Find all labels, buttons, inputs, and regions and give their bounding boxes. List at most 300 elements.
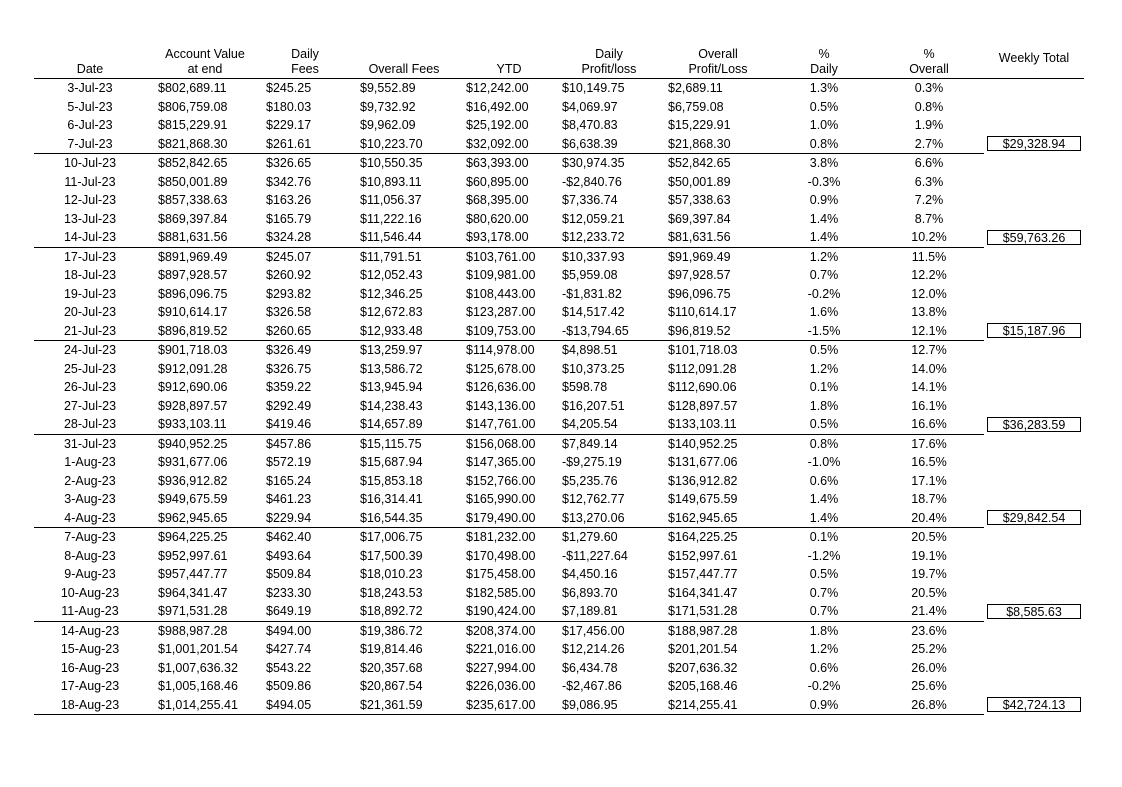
cell-ofee: $19,386.72 — [360, 623, 423, 638]
cell-pd: 1.4% — [809, 211, 839, 226]
cell-po: 6.6% — [914, 156, 944, 171]
cell-opl: $164,225.25 — [668, 530, 738, 545]
cell-dpl: $12,059.21 — [562, 211, 625, 226]
cell-opl: $162,945.65 — [662, 509, 774, 528]
cell-ofee: $13,259.97 — [360, 343, 423, 358]
cell-dfee: $326.49 — [266, 343, 312, 358]
cell-opl: $97,928.57 — [668, 268, 731, 283]
cell-po: 16.5% — [911, 455, 947, 470]
cell-weekly-total — [984, 640, 1084, 659]
cell-ytd: $63,393.00 — [466, 156, 529, 171]
cell-opl: $110,614.17 — [668, 305, 737, 320]
cell-po: 17.1% — [911, 473, 947, 488]
cell-acct: $850,001.89 — [158, 174, 228, 189]
cell-opl: $52,842.65 — [668, 156, 731, 171]
cell-pd: 1.8% — [809, 398, 839, 413]
header-overall-fees: Overall Fees — [346, 42, 462, 79]
cell-weekly-total — [984, 565, 1084, 584]
cell-ofee: $9,732.92 — [360, 99, 416, 114]
cell-ofee: $18,010.23 — [360, 567, 423, 582]
cell-opl: $205,168.46 — [668, 679, 738, 694]
cell-pd: 3.8% — [809, 156, 839, 171]
table-row — [34, 360, 1084, 379]
cell-dpl: $4,069.97 — [562, 99, 618, 114]
cell-pd: -0.2% — [807, 679, 841, 694]
cell-dpl: $10,149.75 — [562, 81, 625, 96]
table-row — [34, 696, 1084, 715]
cell-dpl: $30,974.35 — [562, 156, 625, 171]
header-overall-pl: Overall Profit/Loss — [662, 42, 774, 79]
cell-opl: $57,338.63 — [668, 193, 731, 208]
cell-date: 17-Aug-23 — [60, 679, 120, 694]
cell-dpl: $8,470.83 — [562, 118, 618, 133]
table-row — [34, 528, 1084, 547]
cell-po: 23.6% — [911, 623, 947, 638]
cell-po: 25.2% — [911, 642, 947, 657]
cell-opl: $164,341.47 — [668, 585, 738, 600]
cell-po: 2.7% — [874, 135, 984, 154]
cell-po: 6.3% — [914, 174, 944, 189]
cell-opl: $188,987.28 — [668, 623, 738, 638]
cell-ofee: $18,892.72 — [346, 602, 462, 621]
cell-opl: $112,690.06 — [668, 380, 737, 395]
cell-ofee: $15,115.75 — [360, 436, 422, 451]
cell-opl: $81,631.56 — [662, 228, 774, 247]
cell-ofee: $11,791.51 — [360, 249, 422, 264]
table-row — [34, 659, 1084, 678]
cell-ytd: $208,374.00 — [466, 623, 536, 638]
cell-dpl: $6,434.78 — [562, 660, 618, 675]
cell-po: 12.7% — [911, 343, 947, 358]
cell-pd: 1.2% — [809, 361, 839, 376]
cell-dfee: $462.40 — [266, 530, 312, 545]
cell-po: 14.1% — [911, 380, 947, 395]
cell-ofee: $9,962.09 — [360, 118, 416, 133]
cell-dfee: $292.49 — [266, 398, 312, 413]
cell-acct: $940,952.25 — [158, 436, 228, 451]
cell-acct: $962,945.65 — [146, 509, 264, 528]
cell-acct: $964,341.47 — [158, 585, 228, 600]
cell-weekly-total — [984, 397, 1084, 416]
cell-ytd: $221,016.00 — [466, 642, 536, 657]
cell-weekly-total — [984, 415, 1084, 434]
cell-acct: $896,819.52 — [146, 322, 264, 341]
cell-po: 0.8% — [914, 99, 944, 114]
cell-ytd: $12,242.00 — [466, 81, 529, 96]
cell-ofee: $9,552.89 — [360, 81, 416, 96]
weekly-total-box: $29,842.54 — [987, 510, 1081, 525]
cell-date: 18-Jul-23 — [63, 268, 117, 283]
cell-weekly-total — [984, 303, 1084, 322]
header-ytd: YTD — [462, 42, 556, 79]
cell-opl: $15,229.91 — [668, 118, 731, 133]
cell-dfee: $342.76 — [266, 174, 312, 189]
cell-acct: $1,001,201.54 — [158, 642, 238, 657]
table-row — [34, 602, 1084, 621]
cell-dfee: $494.00 — [266, 623, 312, 638]
cell-opl: $157,447.77 — [668, 567, 738, 582]
table-row — [34, 397, 1084, 416]
cell-weekly-total — [984, 434, 1084, 453]
cell-pd: 1.4% — [774, 509, 874, 528]
cell-weekly-total — [984, 191, 1084, 210]
cell-acct: $912,091.28 — [158, 361, 228, 376]
cell-ofee: $14,657.89 — [346, 415, 462, 434]
cell-weekly-total — [984, 621, 1084, 640]
cell-po: 14.0% — [911, 361, 947, 376]
cell-opl: $21,868.30 — [662, 135, 774, 154]
cell-ofee: $10,893.11 — [360, 174, 422, 189]
header-pct-overall: % Overall — [874, 42, 984, 79]
header-daily-fees: Daily Fees — [264, 42, 346, 79]
header-daily-pl: Daily Profit/loss — [556, 42, 662, 79]
cell-po: 13.8% — [911, 305, 947, 320]
cell-weekly-total — [984, 285, 1084, 304]
cell-weekly-total — [984, 228, 1084, 247]
cell-ytd: $235,617.00 — [462, 696, 556, 715]
cell-ofee: $10,550.35 — [360, 156, 423, 171]
cell-po: 19.7% — [911, 567, 947, 582]
cell-acct: $933,103.11 — [146, 415, 264, 434]
cell-date: 6-Jul-23 — [67, 118, 113, 133]
cell-ytd: $93,178.00 — [462, 228, 556, 247]
cell-dfee: $494.05 — [264, 696, 346, 715]
cell-dfee: $326.75 — [266, 361, 312, 376]
cell-po: 7.2% — [914, 193, 944, 208]
weekly-total-box: $15,187.96 — [987, 323, 1081, 338]
cell-dfee: $163.26 — [266, 193, 312, 208]
table-row — [34, 565, 1084, 584]
table-row — [34, 191, 1084, 210]
cell-opl: $149,675.59 — [668, 492, 738, 507]
cell-ofee: $15,687.94 — [360, 455, 423, 470]
cell-date: 11-Jul-23 — [64, 174, 116, 189]
table-row — [34, 98, 1084, 117]
table-row — [34, 247, 1084, 266]
cell-po: 16.1% — [911, 398, 947, 413]
cell-ytd: $147,365.00 — [466, 455, 536, 470]
cell-weekly-total — [984, 378, 1084, 397]
cell-po: 17.6% — [911, 436, 947, 451]
cell-ofee: $17,500.39 — [360, 548, 423, 563]
cell-weekly-total — [984, 677, 1084, 696]
cell-dfee: $229.17 — [266, 118, 312, 133]
cell-acct: $901,718.03 — [158, 343, 228, 358]
header-row — [34, 42, 1084, 79]
cell-dfee: $233.30 — [266, 585, 312, 600]
cell-acct: $936,912.82 — [158, 473, 228, 488]
cell-dfee: $229.94 — [264, 509, 346, 528]
cell-dfee: $260.65 — [264, 322, 346, 341]
cell-ytd: $108,443.00 — [466, 286, 536, 301]
table-row — [34, 322, 1084, 341]
cell-dpl: $10,337.93 — [562, 249, 625, 264]
cell-weekly-total — [984, 135, 1084, 154]
table-row — [34, 677, 1084, 696]
cell-date: 13-Jul-23 — [63, 211, 117, 226]
table-row — [34, 79, 1084, 98]
cell-dpl: -$1,831.82 — [562, 286, 622, 301]
cell-po: 8.7% — [914, 211, 944, 226]
table-row — [34, 472, 1084, 491]
cell-date: 27-Jul-23 — [63, 398, 117, 413]
cell-pd: 0.5% — [809, 567, 839, 582]
cell-acct: $881,631.56 — [146, 228, 264, 247]
cell-dfee: $649.19 — [264, 602, 346, 621]
cell-acct: $806,759.08 — [158, 99, 228, 114]
cell-date: 5-Jul-23 — [67, 99, 113, 114]
cell-dpl: $12,214.26 — [562, 642, 625, 657]
weekly-total-box: $42,724.13 — [987, 697, 1081, 712]
cell-acct: $957,447.77 — [158, 567, 228, 582]
cell-ofee: $12,052.43 — [360, 268, 423, 283]
cell-dfee: $260.92 — [266, 268, 312, 283]
cell-dfee: $324.28 — [264, 228, 346, 247]
cell-weekly-total — [984, 266, 1084, 285]
cell-opl: $96,096.75 — [668, 286, 731, 301]
cell-dpl: $16,207.51 — [562, 398, 625, 413]
cell-pd: -1.2% — [807, 548, 841, 563]
cell-ytd: $109,753.00 — [462, 322, 556, 341]
cell-acct: $910,614.17 — [158, 305, 228, 320]
cell-po: 16.6% — [874, 415, 984, 434]
cell-date: 20-Jul-23 — [63, 305, 117, 320]
cell-pd: -1.0% — [807, 455, 841, 470]
cell-ytd: $182,585.00 — [466, 585, 536, 600]
cell-acct: $931,677.06 — [158, 455, 228, 470]
cell-date: 10-Aug-23 — [60, 585, 120, 600]
cell-pd: 1.2% — [809, 642, 839, 657]
cell-po: 18.7% — [911, 492, 947, 507]
cell-pd: 1.4% — [774, 228, 874, 247]
cell-weekly-total — [984, 154, 1084, 173]
table-row — [34, 584, 1084, 603]
cell-pd: 1.3% — [809, 81, 839, 96]
cell-weekly-total — [984, 602, 1084, 621]
table-row — [34, 640, 1084, 659]
cell-dfee: $293.82 — [266, 286, 312, 301]
cell-opl: $112,091.28 — [668, 361, 737, 376]
cell-pd: 0.6% — [809, 660, 839, 675]
cell-ytd: $114,978.00 — [466, 343, 535, 358]
cell-ofee: $12,933.48 — [346, 322, 462, 341]
cell-acct: $971,531.28 — [146, 602, 264, 621]
table-row — [34, 378, 1084, 397]
cell-dpl: $13,270.06 — [556, 509, 662, 528]
cell-date: 3-Jul-23 — [67, 81, 113, 96]
cell-ytd: $123,287.00 — [466, 305, 536, 320]
cell-dpl: $9,086.95 — [556, 696, 662, 715]
cell-ofee: $17,006.75 — [360, 530, 423, 545]
cell-dfee: $359.22 — [266, 380, 312, 395]
cell-date: 21-Jul-23 — [34, 322, 146, 341]
cell-dfee: $457.86 — [266, 436, 312, 451]
cell-date: 25-Jul-23 — [63, 361, 117, 376]
cell-weekly-total — [984, 490, 1084, 509]
cell-ytd: $156,068.00 — [466, 436, 536, 451]
weekly-total-box: $29,328.94 — [987, 136, 1081, 151]
cell-ytd: $32,092.00 — [462, 135, 556, 154]
cell-dpl: $7,336.74 — [562, 193, 618, 208]
cell-dfee: $419.46 — [264, 415, 346, 434]
cell-acct: $821,868.30 — [146, 135, 264, 154]
weekly-total-box: $8,585.63 — [987, 604, 1081, 619]
cell-dfee: $509.84 — [266, 567, 312, 582]
cell-po: 12.1% — [874, 322, 984, 341]
cell-dpl: $12,233.72 — [556, 228, 662, 247]
table-row — [34, 135, 1084, 154]
cell-po: 26.0% — [911, 660, 947, 675]
cell-po: 21.4% — [874, 602, 984, 621]
cell-ofee: $14,238.43 — [360, 398, 423, 413]
cell-ytd: $103,761.00 — [466, 249, 536, 264]
cell-pd: 0.5% — [774, 415, 874, 434]
cell-date: 31-Jul-23 — [63, 436, 117, 451]
cell-date: 8-Aug-23 — [64, 548, 116, 563]
cell-ytd: $68,395.00 — [466, 193, 529, 208]
cell-dpl: $6,893.70 — [562, 585, 618, 600]
cell-weekly-total — [984, 322, 1084, 341]
cell-po: 20.5% — [911, 585, 947, 600]
cell-ytd: $80,620.00 — [466, 211, 529, 226]
table-row — [34, 266, 1084, 285]
cell-weekly-total — [984, 547, 1084, 566]
cell-opl: $128,897.57 — [668, 398, 738, 413]
table-row — [34, 173, 1084, 192]
cell-opl: $136,912.82 — [668, 473, 738, 488]
cell-date: 24-Jul-23 — [63, 343, 117, 358]
cell-dpl: $4,205.54 — [556, 415, 662, 434]
table-row — [34, 116, 1084, 135]
cell-acct: $964,225.25 — [158, 530, 228, 545]
cell-dfee: $509.86 — [266, 679, 312, 694]
header-weekly-total: Weekly Total — [984, 42, 1084, 79]
cell-dfee: $245.25 — [266, 81, 312, 96]
cell-po: 1.9% — [914, 118, 944, 133]
cell-ofee: $16,314.41 — [360, 492, 423, 507]
cell-date: 26-Jul-23 — [63, 380, 117, 395]
cell-opl: $201,201.54 — [668, 642, 738, 657]
cell-pd: 0.1% — [809, 530, 839, 545]
cell-ytd: $60,895.00 — [466, 174, 529, 189]
cell-opl: $214,255.41 — [662, 696, 774, 715]
cell-dfee: $180.03 — [266, 99, 312, 114]
cell-ofee: $21,361.59 — [346, 696, 462, 715]
cell-pd: 0.8% — [809, 436, 839, 451]
cell-date: 12-Jul-23 — [63, 193, 117, 208]
cell-dpl: $1,279.60 — [562, 530, 618, 545]
cell-pd: -0.2% — [807, 286, 841, 301]
cell-ytd: $143,136.00 — [466, 398, 536, 413]
cell-date: 4-Aug-23 — [34, 509, 146, 528]
cell-acct: $891,969.49 — [158, 249, 228, 264]
cell-date: 14-Jul-23 — [34, 228, 146, 247]
weekly-total-box: $36,283.59 — [987, 417, 1081, 432]
cell-weekly-total — [984, 509, 1084, 528]
table-row — [34, 490, 1084, 509]
cell-dfee: $572.19 — [266, 455, 312, 470]
cell-dpl: -$13,794.65 — [556, 322, 662, 341]
cell-po: 11.5% — [911, 249, 947, 264]
cell-date: 7-Aug-23 — [64, 530, 116, 545]
cell-pd: 0.6% — [809, 473, 839, 488]
cell-ytd: $25,192.00 — [466, 118, 529, 133]
cell-opl: $2,689.11 — [668, 81, 723, 96]
cell-po: 0.3% — [914, 81, 944, 96]
table-row — [34, 547, 1084, 566]
cell-date: 18-Aug-23 — [34, 696, 146, 715]
cell-weekly-total — [984, 453, 1084, 472]
cell-ofee: $11,222.16 — [360, 211, 422, 226]
cell-ytd: $227,994.00 — [466, 660, 536, 675]
cell-weekly-total — [984, 696, 1084, 715]
cell-date: 17-Jul-23 — [63, 249, 117, 264]
cell-weekly-total — [984, 584, 1084, 603]
cell-opl: $171,531.28 — [662, 602, 774, 621]
cell-dpl: -$9,275.19 — [562, 455, 622, 470]
cell-po: 10.2% — [874, 228, 984, 247]
cell-ytd: $226,036.00 — [466, 679, 536, 694]
cell-date: 11-Aug-23 — [34, 602, 146, 621]
cell-po: 25.6% — [911, 679, 947, 694]
cell-date: 16-Aug-23 — [60, 660, 120, 675]
cell-opl: $91,969.49 — [668, 249, 731, 264]
cell-ofee: $11,056.37 — [360, 193, 422, 208]
cell-dfee: $493.64 — [266, 548, 312, 563]
cell-ofee: $12,346.25 — [360, 286, 423, 301]
cell-ytd: $126,636.00 — [466, 380, 536, 395]
cell-opl: $131,677.06 — [668, 455, 738, 470]
table-row — [34, 228, 1084, 247]
header-account-value: Account Value at end — [146, 42, 264, 79]
cell-pd: 0.9% — [774, 696, 874, 715]
cell-acct: $912,690.06 — [158, 380, 228, 395]
table-row — [34, 285, 1084, 304]
cell-ytd: $190,424.00 — [462, 602, 556, 621]
cell-pd: 1.2% — [809, 249, 839, 264]
cell-dfee: $245.07 — [266, 249, 312, 264]
cell-dpl: $5,959.08 — [562, 268, 618, 283]
cell-opl: $140,952.25 — [668, 436, 738, 451]
cell-date: 15-Aug-23 — [60, 642, 120, 657]
cell-weekly-total — [984, 360, 1084, 379]
table-row — [34, 415, 1084, 434]
cell-opl: $207,636.32 — [668, 660, 738, 675]
cell-po: 12.0% — [911, 286, 947, 301]
cell-acct: $949,675.59 — [158, 492, 228, 507]
cell-weekly-total — [984, 247, 1084, 266]
cell-opl: $50,001.89 — [668, 174, 731, 189]
weekly-total-box: $59,763.26 — [987, 230, 1081, 245]
cell-ytd: $165,990.00 — [466, 492, 536, 507]
cell-ytd: $125,678.00 — [466, 361, 536, 376]
cell-pd: 0.1% — [809, 380, 839, 395]
cell-pd: 1.8% — [809, 623, 839, 638]
cell-date: 1-Aug-23 — [64, 455, 116, 470]
cell-pd: 0.7% — [809, 268, 839, 283]
table-row — [34, 621, 1084, 640]
cell-dpl: $17,456.00 — [562, 623, 625, 638]
cell-pd: 0.9% — [809, 193, 839, 208]
cell-date: 3-Aug-23 — [64, 492, 116, 507]
trading-table — [34, 42, 1084, 715]
table-row — [34, 154, 1084, 173]
cell-ytd: $175,458.00 — [466, 567, 536, 582]
cell-dpl: $6,638.39 — [556, 135, 662, 154]
cell-weekly-total — [984, 528, 1084, 547]
table-row — [34, 303, 1084, 322]
header-pct-daily: % Daily — [774, 42, 874, 79]
